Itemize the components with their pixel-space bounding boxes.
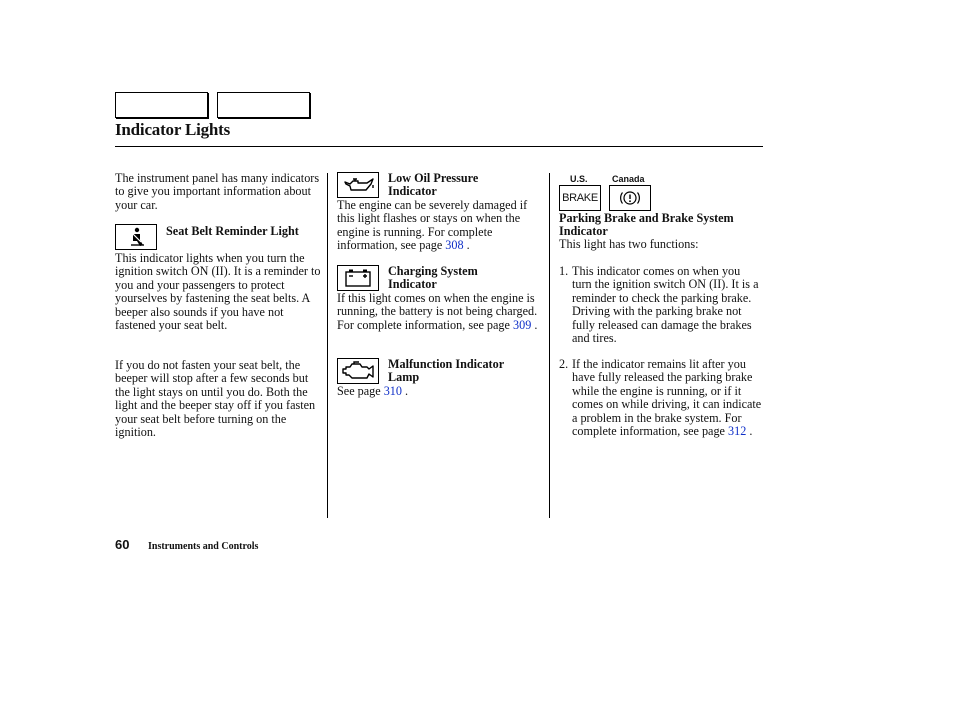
list-item [559, 265, 764, 345]
brake-page-link[interactable]: 312 [728, 424, 747, 439]
brake-label: BRAKE [562, 192, 598, 204]
page-number: 60 [115, 537, 130, 552]
seatbelt-indicator [115, 224, 157, 250]
oil-can-icon [338, 173, 378, 197]
seatbelt-heading: Seat Belt Reminder Light [166, 224, 299, 238]
list-item [559, 358, 764, 458]
malfunction-page-link[interactable]: 310 [383, 384, 402, 398]
oil-page-link[interactable]: 308 [445, 238, 464, 253]
us-label: U.S. [570, 174, 588, 184]
list-item-number: 1. [559, 264, 569, 278]
malfunction-body: See page 310 . [337, 384, 409, 398]
brake-intro: This light has two functions: [559, 237, 699, 251]
oil-body: The engine can be severely damaged if this light flashes or stays on when the engine is running. For complete information, see page 308 . [337, 198, 528, 253]
nav-tab-left[interactable] [115, 92, 208, 118]
seatbelt-para-1: This indicator lights when you turn the ignition switch ON (II). It is a reminder to you and your passengers to protect yourselves by fastening the seat belts. A beeper also sounds if you have not fastened your seat belt. [115, 251, 321, 333]
list-item-text: This indicator comes on when you turn the ignition switch ON (II). It is a reminder to check the parking brake. Driving with the parking brake not fully released can damage the brakes and tires. [572, 264, 759, 346]
charging-page-link[interactable]: 309 [513, 317, 532, 332]
column-divider-2 [549, 173, 550, 518]
nav-tab-right[interactable] [217, 92, 310, 118]
malfunction-heading: Malfunction Indicator Lamp [388, 357, 504, 385]
engine-icon [338, 359, 378, 383]
charging-indicator [337, 265, 379, 291]
intro-paragraph: The instrument panel has many indicators to give you important information about your car. [115, 171, 320, 212]
charging-body: If this light comes on when the engine is running, the battery is not being charged. For complete information, see page 309 . [337, 291, 538, 332]
brake-circle-icon [610, 186, 650, 210]
section-footer: Instruments and Controls [148, 541, 259, 552]
seatbelt-para-2: If you do not fasten your seat belt, the beeper will stop after a few seconds but the light stays on until you do. Both the light and the beeper stay off if you fasten your seat belt before turning on the ignition. [115, 358, 316, 440]
seatbelt-icon [116, 225, 156, 249]
page-title: Indicator Lights [115, 120, 231, 139]
brake-us-indicator [559, 185, 601, 211]
malfunction-indicator [337, 358, 379, 384]
oil-heading: Low Oil Pressure Indicator [388, 171, 479, 199]
title-rule [115, 146, 763, 147]
charging-heading: Charging System Indicator [388, 264, 478, 292]
list-item-text: If the indicator remains lit after you have fully released the parking brake while the engine is running, or if it comes on while driving, it can indicate a problem in the brake system. For complete information, see page 312 . [572, 357, 762, 439]
canada-label: Canada [612, 174, 645, 184]
list-item-number: 2. [559, 357, 569, 371]
column-divider-1 [327, 173, 328, 518]
brake-canada-indicator [609, 185, 651, 211]
battery-icon [338, 266, 378, 290]
oil-pressure-indicator [337, 172, 379, 198]
brake-heading: Parking Brake and Brake System Indicator [559, 211, 734, 239]
